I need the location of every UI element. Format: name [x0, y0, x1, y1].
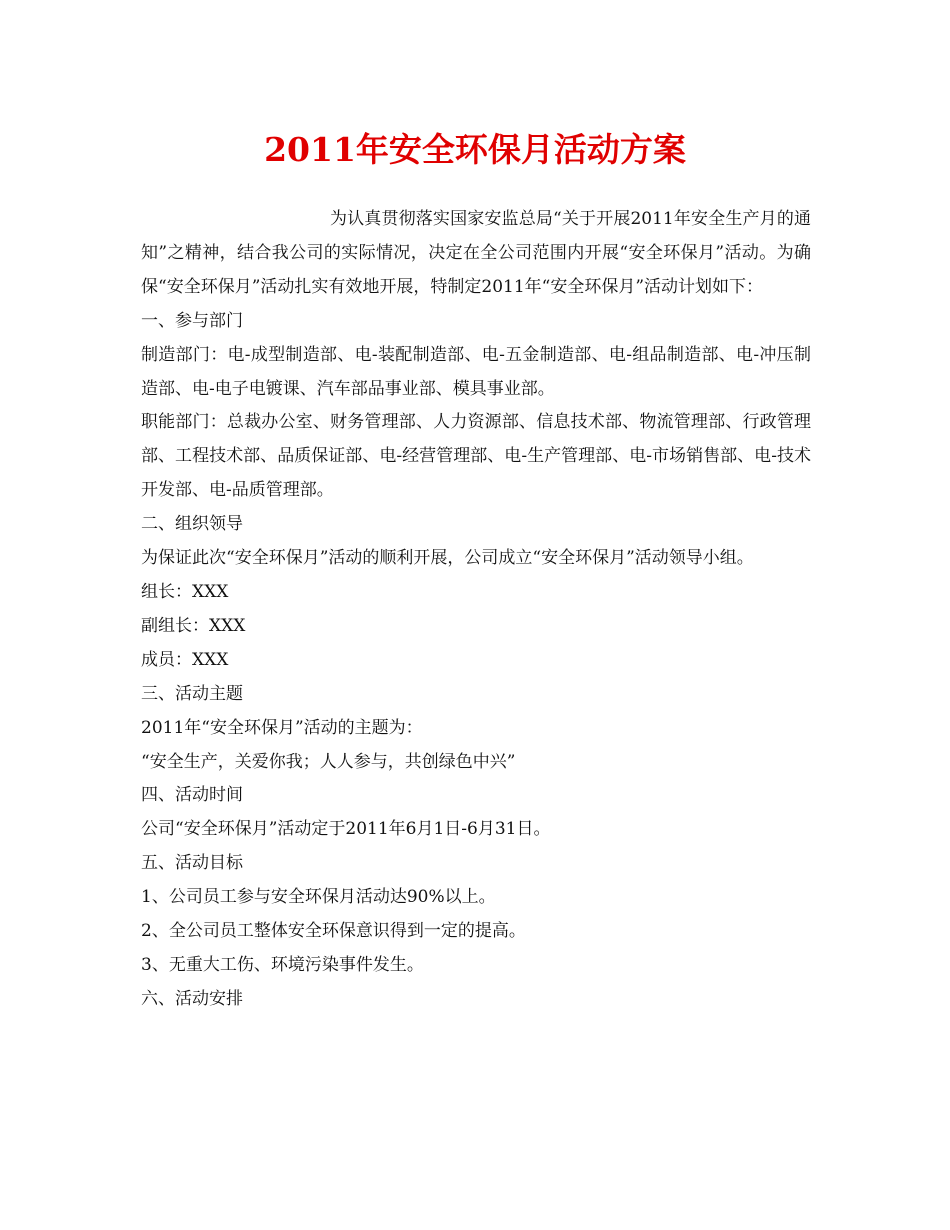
section-heading-goals: 五、活动目标	[141, 853, 243, 874]
activity-time: 公司“安全环保月”活动定于2011年6月1日-6月31日。	[141, 819, 551, 840]
manufacturing-departments: 制造部门：电-成型制造部、电-装配制造部、电-五金制造部、电-组品制造部、电-冲压制造部、电-电子电镀课、汽车部品事业部、模具事业部。	[141, 344, 811, 399]
theme-intro: 2011年“安全环保月”活动的主题为：	[141, 717, 423, 738]
document-title: 2011年安全环保月活动方案	[264, 130, 686, 169]
group-leader: 组长：XXX	[141, 581, 229, 602]
theme-slogan: “安全生产，关爱你我；人人参与，共创绿色中兴”	[141, 751, 516, 772]
intro-paragraph: 为认真贯彻落实国家安监总局“关于开展2011年安全生产月的通知”之精神，结合我公司的实际情况，决定在全公司范围内开展“安全环保月”活动。为确保“安全环保月”活动扎实有效地开展，特制定2011年“安全环保月”活动计划如下：	[141, 209, 811, 297]
leadership-paragraph: 为保证此次“安全环保月”活动的顺利开展，公司成立“安全环保月”活动领导小组。	[141, 548, 754, 569]
goal-item: 3、无重大工伤、环境污染事件发生。	[141, 954, 424, 975]
section-heading-theme: 三、活动主题	[141, 683, 243, 704]
section-heading-leadership: 二、组织领导	[141, 514, 243, 535]
section-heading-participants: 一、参与部门	[141, 310, 243, 331]
goal-item: 2、全公司员工整体安全环保意识得到一定的提高。	[141, 921, 526, 942]
group-members: 成员：XXX	[141, 649, 229, 670]
section-heading-time: 四、活动时间	[141, 785, 243, 806]
deputy-group-leader: 副组长：XXX	[141, 615, 246, 636]
goal-item: 1、公司员工参与安全环保月活动达90%以上。	[141, 887, 496, 908]
section-heading-arrangement: 六、活动安排	[141, 988, 243, 1009]
functional-departments: 职能部门：总裁办公室、财务管理部、人力资源部、信息技术部、物流管理部、行政管理部、工程技术部、品质保证部、电-经营管理部、电-生产管理部、电-市场销售部、电-技术开发部、电-品质管理部。	[141, 412, 811, 501]
document-body	[141, 203, 811, 1017]
